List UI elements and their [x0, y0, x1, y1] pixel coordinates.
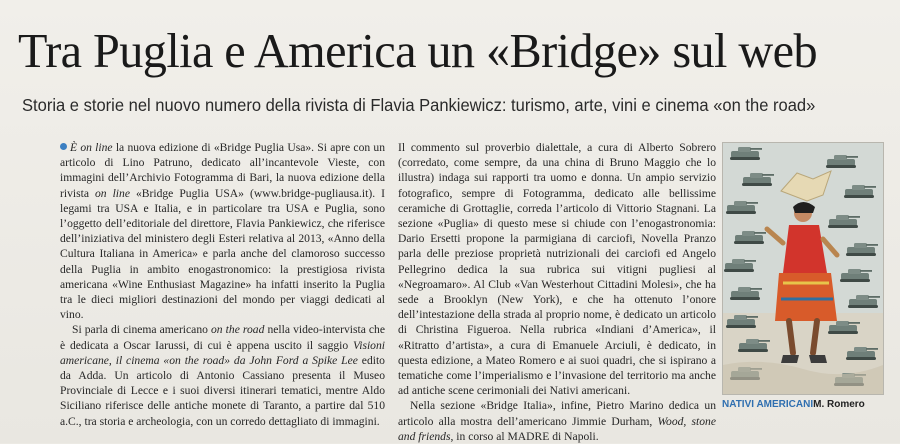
photo-caption — [722, 399, 892, 410]
painting-image — [722, 142, 884, 395]
caption-credit: M. Romero — [813, 399, 865, 410]
text-italic: on the road — [211, 323, 265, 337]
headline: Tra Puglia e America un «Bridge» sul web — [18, 23, 817, 78]
caption-label: NATIVI AMERICANI — [722, 399, 814, 410]
book-title: Visioni americane, il cinema «on the road» da John Ford a Spike Lee — [60, 338, 385, 367]
text-run: Si parla di cinema americano — [72, 323, 211, 337]
text-italic: on line — [94, 186, 130, 200]
text-run: la nuova edizione di «Bridge Puglia Usa». Si apre con un articolo di Lino Patruno, dedicato all’incantevole Vieste, con immagini dell’Archivio Fotogramma di Bari, la nuova edizione della rivista — [60, 141, 386, 200]
bullet-dot-icon — [60, 143, 67, 150]
text-run: , in corso al MADRE di Napoli. — [450, 429, 599, 443]
paragraph — [398, 398, 716, 444]
article-column-1 — [60, 140, 385, 429]
paragraph — [60, 322, 385, 428]
text-run: Nella sezione «Bridge Italia», infine, Pietro Marino dedica un articolo alla mostra dell’americano Jimmie Durham, — [398, 399, 716, 428]
paragraph: Il commento sul proverbio dialettale, a cura di Alberto Sobrero (corredato, come sempre, da una china di Bruno Maggio che lo illustra) indaga sui rapporti tra uomo e donna. Un ampio servizio fotografico, sempre di Fotogramma, dedicato alle bellissime ceramiche di Grottaglie, correda l’articolo di Vittorio Stagnani. La sezione «Puglia» di questo mese si chiude con l’enogastronomia: Dario Ersetti propone la parmigiana di carciofi, Novella Pranzo parla delle preziose proprietà nutrizionali dei carciofi ed Angelo Pellegrino dedica la sua rubrica sui vitigni pugliesi al «Negroamaro». Al Club «Van Westerhout Cittadini Molesi», che ha sede a Brooklyn (New York), e che ha ottenuto l’onore dell’intestazione della strada al proprio nome, è dedicato un articolo di Christina Figueroa. Nella rubrica «Indiani d’America», il «Ritratto d’artista», a cura di Emanuele Arciuli, è dedicato, in questa edizione, a Mateo Romero e ai suoi quadri, che si ispirano a tematiche come l’imperialismo e l’invasione del territorio ma anche ad antiche scene cerimoniali dei Nativi americani. — [398, 141, 716, 398]
text-run: «Bridge Puglia USA» (www.bridge-pugliausa.it). I legami tra USA e Italia, e in particolare tra USA e Puglia, sono l’oggetto dell’editoriale del direttore, Flavia Pankiewicz, che riferisce dell’iniziativa del ministero degli Esteri relativa al 2013, «Anno della Cultura Italiana in America» e parla anche del clamoroso successo della Puglia in ambito enogastronomico: la prestigiosa rivista americana «Wine Enthusiast Magazine» ha infatti inserito la Puglia tra le dieci migliori destinazioni del mondo per viaggi dedicati al vino. — [60, 186, 385, 322]
article-column-2 — [398, 140, 716, 444]
text-italic: È on line — [70, 141, 113, 154]
exhibition-title: Wood, stone and friends — [398, 414, 716, 443]
text-run: nella video-intervista che è dedicata a Oscar Iarussi, di cui è appena uscito il saggio — [60, 323, 386, 352]
subheadline: Storia e storie nel nuovo numero della rivista di Flavia Pankiewicz: turismo, arte, vini e cinema «on the road» — [22, 95, 816, 115]
paragraph — [60, 140, 385, 322]
painting-illustration — [723, 143, 883, 394]
text-run: edito da Adda. Un articolo di Antonio Cassiano presenta il Museo Provinciale di Lecce e i suoi diversi itinerari tematici, mentre Aldo Siciliano riferisce delle antiche monete di Taranto, a partire dal 510 a.C., tra storia e archeologia, con un corredo dettagliato di immagini. — [60, 353, 385, 428]
